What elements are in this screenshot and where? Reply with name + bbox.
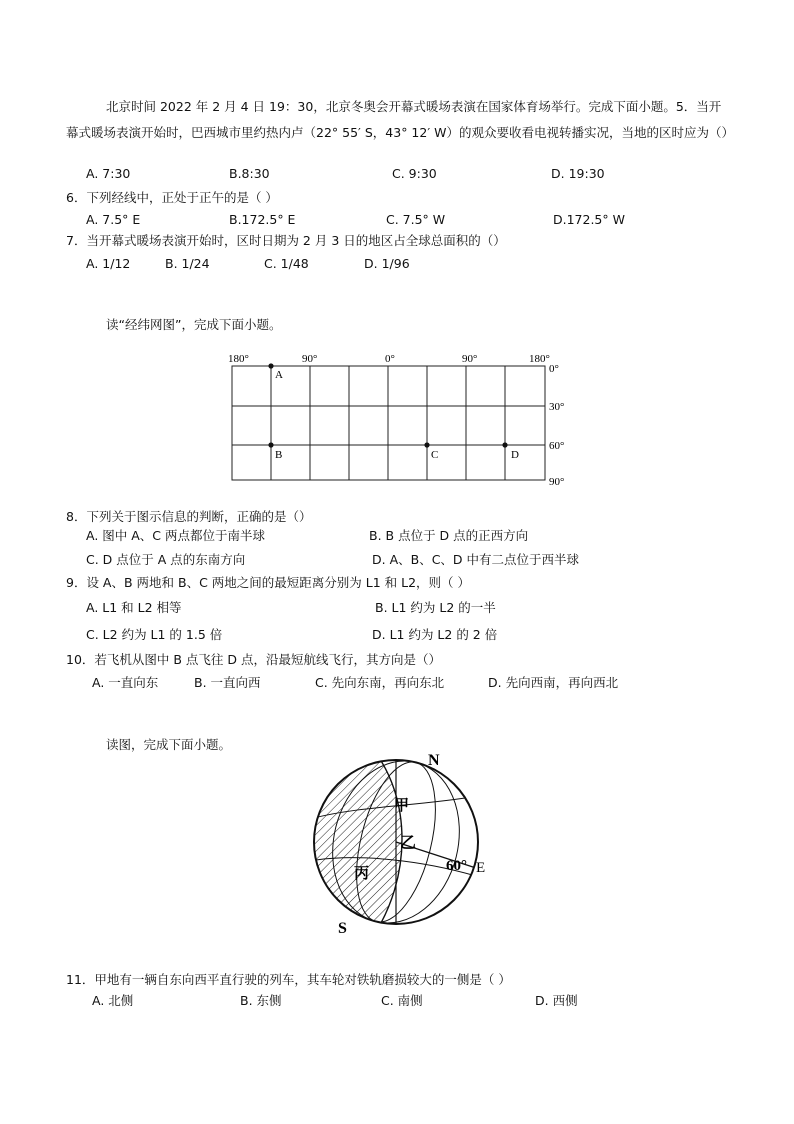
q7-stem: 7．当开幕式暖场表演开始时，区时日期为 2 月 3 日的地区占全球总面积的（） [66,233,506,248]
q7-option-d: D. 1/96 [364,256,410,271]
q9-option-b: B. L1 约为 L2 的一半 [375,600,496,615]
lat-label-60: 60° [549,440,565,452]
q11-option-a: A. 北侧 [92,993,134,1008]
q8-stem: 8．下列关于图示信息的判断，正确的是（） [66,509,312,524]
q6-stem: 6．下列经线中，正处于正午的是（ ） [66,190,278,205]
q7-option-c: C. 1/48 [264,256,309,271]
lat-label-30: 30° [549,401,565,413]
q9-option-d: D. L1 约为 L2 的 2 倍 [372,627,498,642]
q7-option-b: B. 1/24 [165,256,210,271]
label-yi: 乙 [400,835,417,852]
q11-option-c: C. 南侧 [381,993,423,1008]
q11-stem: 11．甲地有一辆自东向西平直行驶的列车，其车轮对铁轨磨损较大的一侧是（ ） [66,972,511,987]
globe-illumination-diagram [300,748,500,938]
q8-option-d: D. A、B、C、D 中有二点位于西半球 [372,552,580,567]
q5-option-d: D. 19:30 [551,166,605,181]
q10-option-b: B. 一直向西 [194,675,261,690]
q5-option-b: B.8:30 [229,166,270,181]
q8-option-b: B. B 点位于 D 点的正西方向 [369,528,529,543]
angle-label: 60° [446,858,467,874]
lon-label-0: 0° [385,353,395,365]
label-jia: 甲 [394,798,410,814]
q10-option-c: C. 先向东南，再向东北 [315,675,445,690]
lon-label-90-east: 90° [462,353,478,365]
q5-option-c: C. 9:30 [392,166,437,181]
q9-stem: 9．设 A、B 两地和 B、C 两地之间的最短距离分别为 L1 和 L2，则（ ） [66,575,471,590]
point-b-dot [268,442,273,447]
lat-label-0: 0° [549,363,559,375]
point-a-dot [268,363,273,368]
q8-option-c: C. D 点位于 A 点的东南方向 [86,552,246,567]
lat-label-90: 90° [549,476,565,488]
q9-option-c: C. L2 约为 L1 的 1.5 倍 [86,627,223,642]
intro-paragraph: 北京时间 2022 年 2 月 4 日 19：30，北京冬奥会开幕式暖场表演在国家体育场举行。完成下面小题。5．当开幕式暖场表演开始时，巴西城市里约热内卢（22° 55′ S，43° 12′ W）的观众要收看电视转播实况，当地的区时应为（） [66,99,734,140]
point-c-dot [424,442,429,447]
point-c-label: C [431,449,439,461]
north-label: N [428,752,440,769]
q6-option-c: C. 7.5° W [386,212,446,227]
q5-option-a: A. 7:30 [86,166,131,181]
lon-label-90-west: 90° [302,353,318,365]
q10-option-a: A. 一直向东 [92,675,159,690]
q8-option-a: A. 图中 A、C 两点都位于南半球 [86,528,266,543]
east-label: E [476,860,486,876]
lon-label-180-west: 180° [228,353,249,365]
q10-stem: 10．若飞机从图中 B 点飞往 D 点，沿最短航线飞行，其方向是（） [66,652,442,667]
point-d-label: D [511,449,519,461]
q6-option-a: A. 7.5° E [86,212,141,227]
south-label: S [338,920,347,937]
lon-label-180-east: 180° [529,353,550,365]
point-d-dot [502,442,507,447]
lat-lon-grid-map [222,348,582,490]
q10-option-d: D. 先向西南，再向西北 [488,675,619,690]
q6-option-d: D.172.5° W [553,212,625,227]
q11-option-b: B. 东侧 [240,993,282,1008]
q11-option-d: D. 西侧 [535,993,578,1008]
q6-option-b: B.172.5° E [229,212,296,227]
intro-globe: 读图，完成下面小题。 [106,737,232,752]
point-b-label: B [275,449,283,461]
point-a-label: A [275,369,283,381]
q9-option-a: A. L1 和 L2 相等 [86,600,182,615]
label-bing: 丙 [354,866,370,882]
q7-option-a: A. 1/12 [86,256,131,271]
intro-grid-map: 读“经纬网图”，完成下面小题。 [106,317,282,332]
